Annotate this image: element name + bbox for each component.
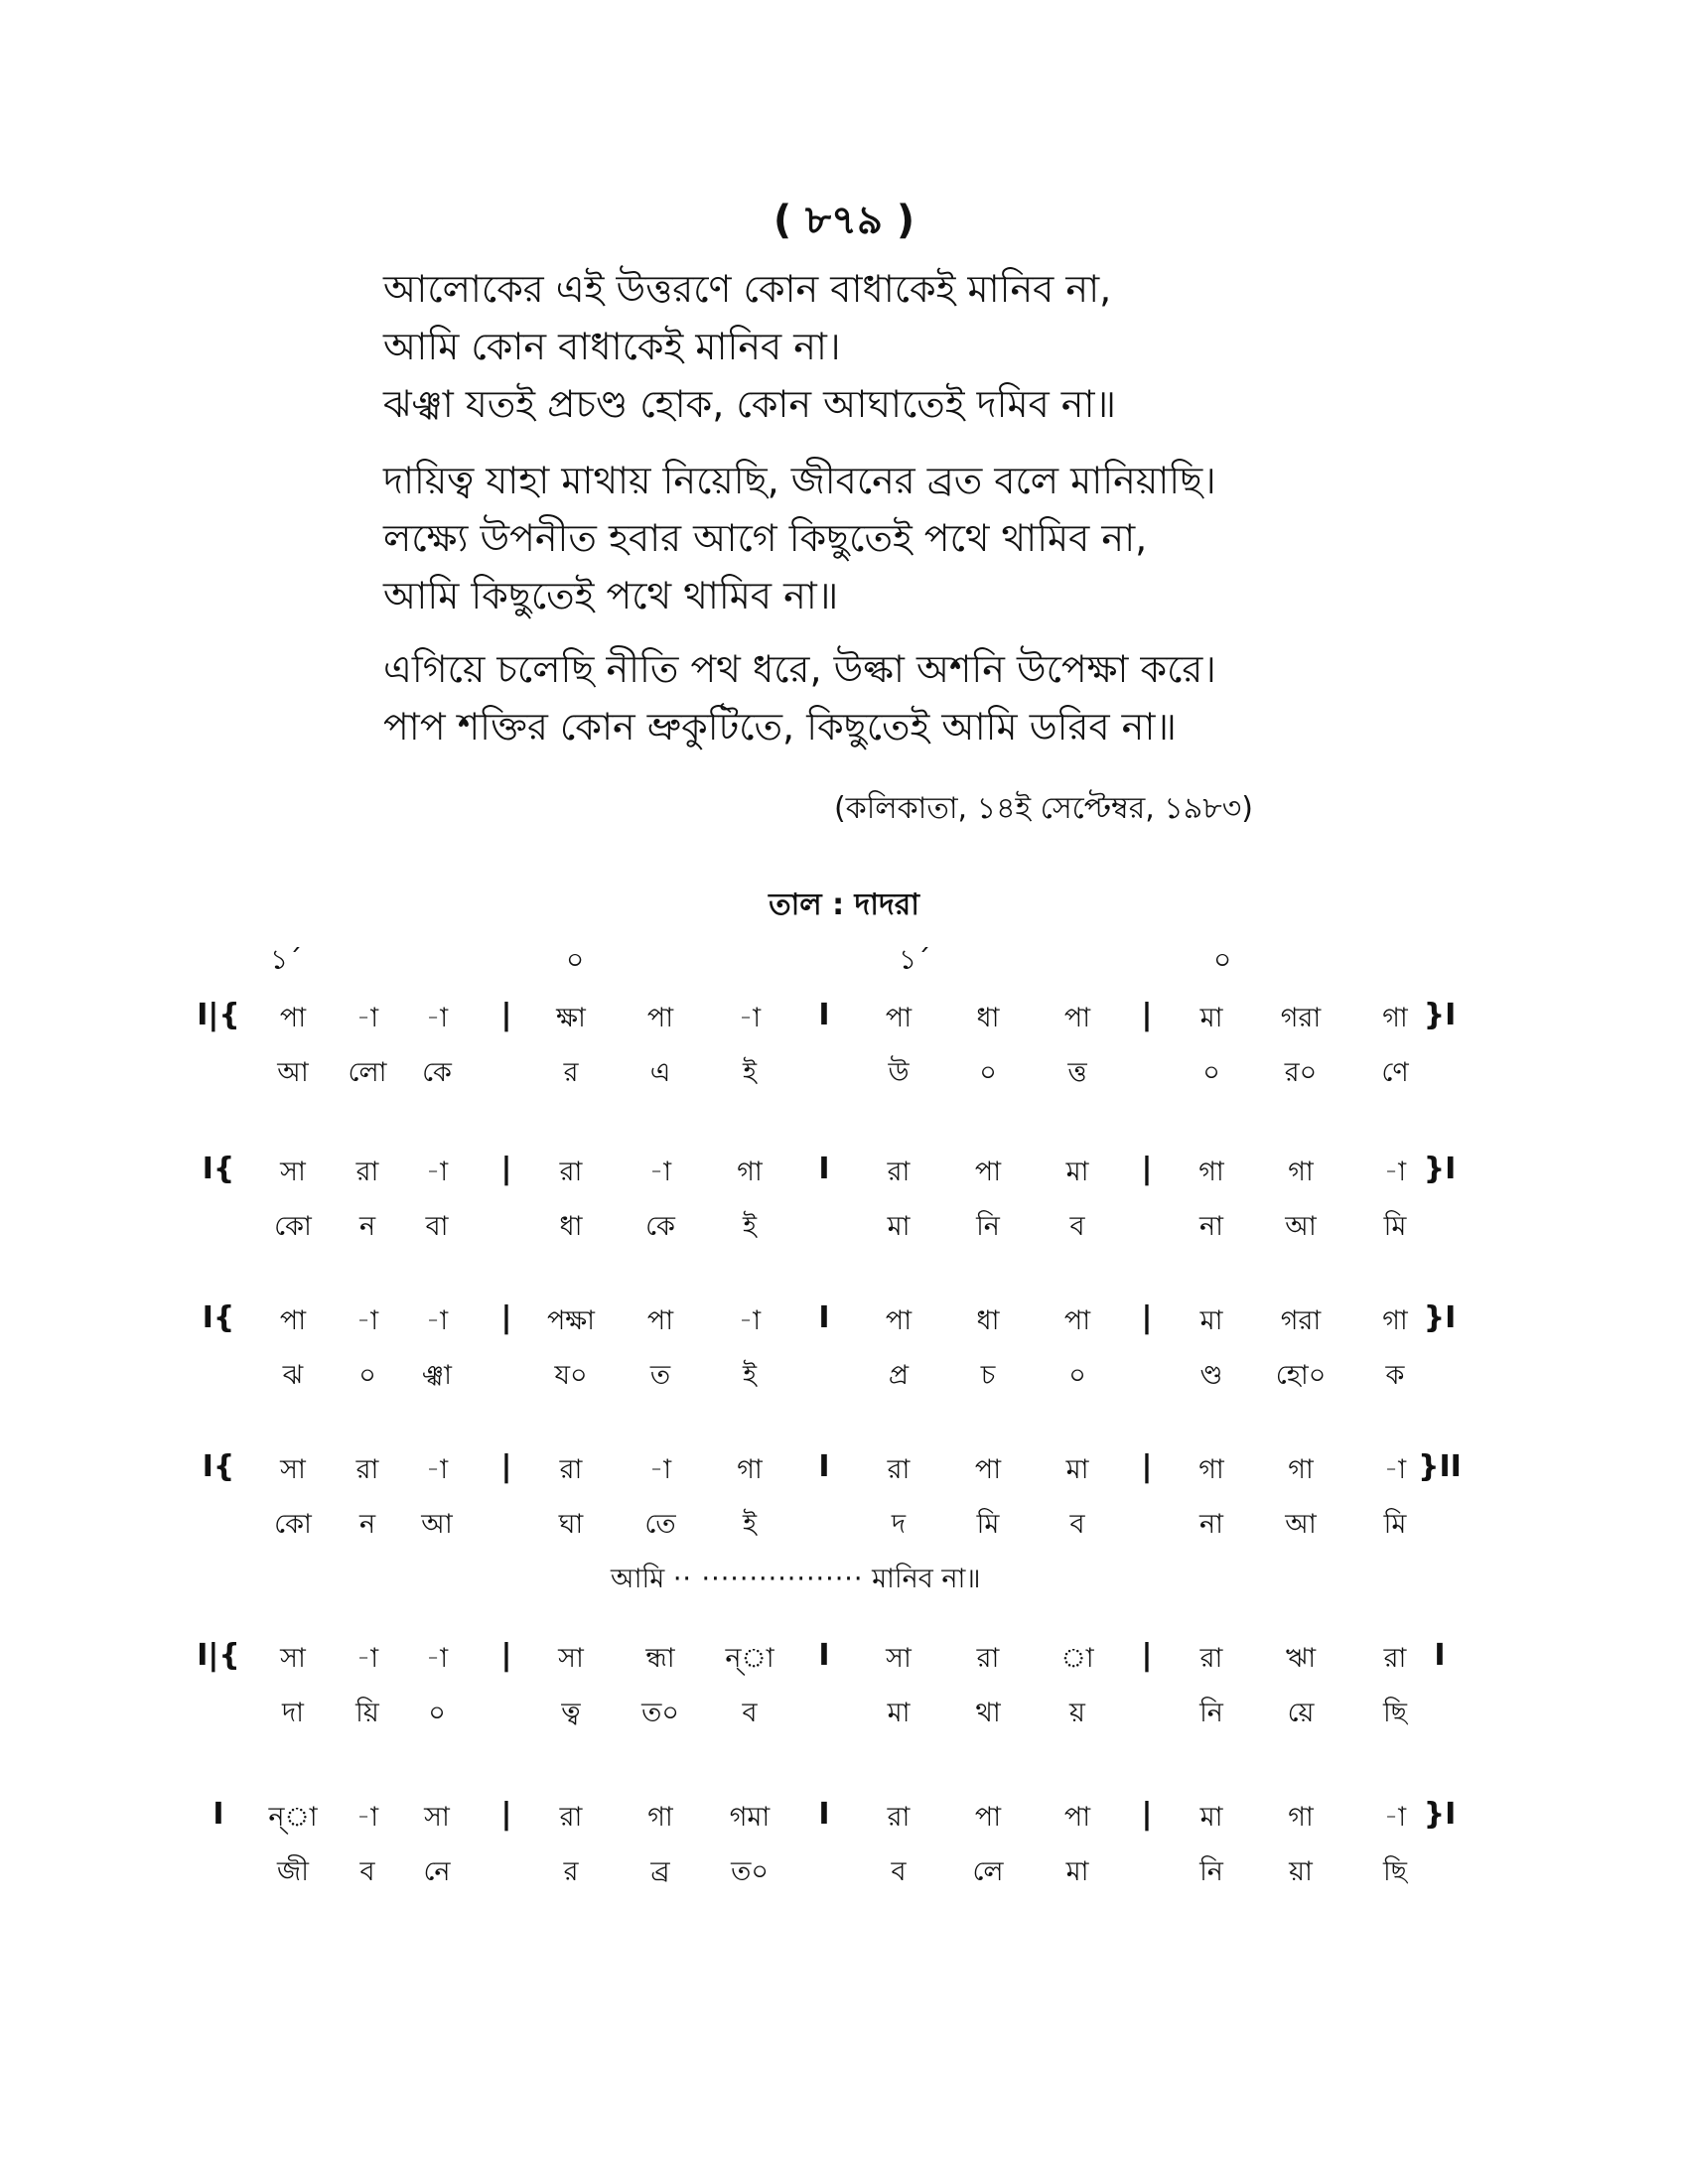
bar-end-marker: }I — [1423, 1152, 1457, 1186]
notation-lyric-row — [0, 1355, 1688, 1399]
refrain-end: মানিব না॥ — [872, 1564, 981, 1594]
bar-start-marker: I — [212, 1797, 224, 1832]
bar-end-marker: }I — [1423, 998, 1457, 1032]
bar-divider: I — [818, 1638, 830, 1673]
lyric-syllable: আ — [1285, 1211, 1317, 1242]
refrain-start: আমি — [611, 1564, 665, 1594]
lyric-line: আমি কিছুতেই পথে থামিব না॥ — [383, 574, 839, 617]
lyric-line: আমি কোন বাধাকেই মানিব না। — [383, 325, 841, 368]
bar-start-marker: I{ — [202, 1152, 235, 1186]
bar-end-marker: I — [1434, 1638, 1446, 1673]
lyric-syllable: নি — [1199, 1856, 1223, 1887]
swara-note: গা — [647, 1802, 673, 1833]
lyric-syllable: দা — [281, 1698, 304, 1728]
swara-note: -া — [425, 1454, 449, 1485]
lyric-syllable: য় — [1069, 1698, 1085, 1728]
swara-note: -া — [648, 1157, 672, 1187]
bar-divider: | — [1141, 998, 1153, 1032]
lyric-syllable: মা — [887, 1211, 911, 1242]
lyric-syllable: কো — [274, 1509, 312, 1540]
lyric-line: এগিয়ে চলেছি নীতি পথ ধরে, উল্কা অশনি উপেক্ষা করে। — [383, 647, 1216, 691]
lyric-syllable: ত০ — [641, 1698, 679, 1728]
swara-note: সা — [558, 1643, 584, 1674]
lyric-syllable: ঘা — [558, 1509, 584, 1540]
lyric-syllable: মা — [887, 1698, 911, 1728]
lyric-syllable: কো — [274, 1211, 312, 1242]
swara-note: গা — [737, 1157, 763, 1187]
lyric-syllable: ব — [359, 1856, 375, 1887]
bar-divider: I — [818, 1449, 830, 1484]
swara-note: ক্ষা — [556, 1003, 586, 1033]
swara-note: গা — [1288, 1454, 1314, 1485]
lyric-syllable: ণে — [1381, 1057, 1409, 1088]
swara-note: -া — [738, 1003, 762, 1033]
lyric-syllable: আ — [277, 1057, 309, 1088]
swara-note: ন্া — [268, 1802, 318, 1833]
swara-note: -া — [425, 1305, 449, 1336]
lyric-syllable: নি — [1199, 1698, 1223, 1728]
swara-note: -া — [355, 1305, 379, 1336]
lyric-syllable: ০ — [979, 1057, 997, 1088]
lyric-syllable: ই — [742, 1057, 758, 1088]
lyric-syllable: ন — [358, 1211, 376, 1242]
lyric-syllable: ০ — [358, 1360, 376, 1391]
lyric-syllable: উ — [888, 1057, 910, 1088]
lyric-syllable: মা — [1065, 1856, 1089, 1887]
lyric-syllable: ছি — [1382, 1698, 1408, 1728]
swara-note: -া — [1383, 1802, 1407, 1833]
swara-note: -া — [738, 1305, 762, 1336]
swara-note: গরা — [1280, 1305, 1322, 1336]
swara-note: মা — [1199, 1305, 1223, 1336]
swara-note: -া — [1383, 1157, 1407, 1187]
swara-note: পা — [646, 1305, 674, 1336]
bar-end-marker: }I — [1423, 1300, 1457, 1335]
lyric-line: দায়িত্ব যাহা মাথায় নিয়েছি, জীবনের ব্রত বলে মানিয়াছি। — [383, 459, 1216, 502]
bar-divider: I — [818, 1300, 830, 1335]
swara-note: ন্া — [725, 1643, 774, 1674]
lyric-syllable: র — [563, 1856, 579, 1887]
swara-note: গা — [1288, 1157, 1314, 1187]
refrain-dots: ·· ················· — [672, 1564, 864, 1594]
lyric-syllable: র — [563, 1057, 579, 1088]
swara-note: -া — [355, 1802, 379, 1833]
swara-note: রা — [1383, 1643, 1407, 1674]
swara-note: -া — [648, 1454, 672, 1485]
swara-note: সা — [280, 1643, 306, 1674]
lyric-syllable: আ — [421, 1509, 453, 1540]
lyric-syllable: না — [1199, 1509, 1223, 1540]
swara-note: রা — [559, 1454, 583, 1485]
lyric-syllable: ০ — [428, 1698, 446, 1728]
lyric-syllable: র০ — [1284, 1057, 1318, 1088]
lyric-syllable: বা — [425, 1211, 449, 1242]
lyric-syllable: তে — [644, 1509, 676, 1540]
swara-note: গা — [1288, 1802, 1314, 1833]
lyric-syllable: ব — [1069, 1211, 1085, 1242]
lyric-syllable: আ — [1285, 1509, 1317, 1540]
bar-divider: | — [500, 1449, 512, 1484]
swara-note: ধা — [976, 1003, 1000, 1033]
lyric-syllable: ই — [742, 1211, 758, 1242]
swara-note: রা — [355, 1157, 379, 1187]
bar-divider: | — [1141, 1797, 1153, 1832]
swara-note: পা — [646, 1003, 674, 1033]
bar-divider: I — [818, 1797, 830, 1832]
lyric-syllable: য়া — [1289, 1856, 1313, 1887]
swara-note: পা — [1063, 1305, 1091, 1336]
bar-end-marker: }I — [1423, 1797, 1457, 1832]
lyric-syllable: ব — [742, 1698, 758, 1728]
lyric-syllable: কে — [645, 1211, 675, 1242]
notation-swara-row — [0, 1638, 1688, 1682]
lyric-syllable: ঝ — [282, 1360, 304, 1391]
lyric-line: লক্ষ্যে উপনীত হবার আগে কিছুতেই পথে থামিব না, — [383, 516, 1148, 560]
beat-mark: ০ — [566, 943, 585, 976]
lyric-syllable: য়ে — [1287, 1698, 1315, 1728]
lyric-syllable: এ — [649, 1057, 671, 1088]
beat-marks — [0, 938, 1688, 978]
swara-note: গা — [737, 1454, 763, 1485]
notation-swara-row — [0, 998, 1688, 1041]
composition-date: (কলিকাতা, ১৪ই সেপ্টেম্বর, ১৯৮৩) — [834, 791, 1253, 826]
notation-swara-row — [0, 1300, 1688, 1344]
swara-note: -া — [425, 1643, 449, 1674]
swara-note: পক্ষা — [546, 1305, 596, 1336]
swara-note: -া — [355, 1003, 379, 1033]
swara-note: রা — [887, 1802, 911, 1833]
swara-note: গরা — [1280, 1003, 1322, 1033]
lyric-syllable: জী — [277, 1856, 309, 1887]
swara-note: পা — [974, 1454, 1002, 1485]
swara-note: ঋা — [1285, 1643, 1317, 1674]
lyric-syllable: কে — [422, 1057, 452, 1088]
lyric-syllable: ই — [742, 1360, 758, 1391]
swara-note: পা — [974, 1157, 1002, 1187]
lyrics-stanza-2 — [383, 452, 1376, 624]
swara-note: পা — [885, 1305, 913, 1336]
notation-swara-row — [0, 1449, 1688, 1493]
swara-note: মা — [1065, 1454, 1089, 1485]
beat-mark: ০ — [1213, 943, 1232, 976]
swara-note: রা — [976, 1643, 1000, 1674]
lyric-syllable: লো — [348, 1057, 387, 1088]
lyric-syllable: ব — [1069, 1509, 1085, 1540]
swara-note: গা — [1198, 1454, 1224, 1485]
swara-note: মা — [1065, 1157, 1089, 1187]
lyric-line: পাপ শক্তির কোন ভ্রুকুটিতে, কিছুতেই আমি ডরিব না॥ — [383, 705, 1177, 749]
swara-note: গা — [1382, 1003, 1408, 1033]
swara-note: রা — [355, 1454, 379, 1485]
notation-lyric-row — [0, 1052, 1688, 1096]
lyric-syllable: ণ্ড — [1199, 1360, 1223, 1391]
swara-note: রা — [559, 1157, 583, 1187]
bar-start-marker: I|{ — [197, 998, 240, 1032]
notation-lyric-row — [0, 1504, 1688, 1548]
bar-divider: | — [1141, 1449, 1153, 1484]
page-number: ( ৮৭৯ ) — [773, 198, 915, 243]
lyric-syllable: ০ — [1068, 1360, 1086, 1391]
notation-lyric-row — [0, 1851, 1688, 1895]
lyric-syllable: দ — [891, 1509, 907, 1540]
lyric-syllable: ব্র — [650, 1856, 670, 1887]
lyric-syllable: য০ — [554, 1360, 588, 1391]
tala-heading: তাল : দাদরা — [769, 887, 919, 922]
bar-divider: | — [500, 1797, 512, 1832]
swara-note: ধা — [976, 1305, 1000, 1336]
bar-divider: | — [1141, 1300, 1153, 1335]
swara-note: সা — [280, 1454, 306, 1485]
bar-divider: I — [818, 1152, 830, 1186]
lyric-syllable: ত্ব — [561, 1698, 581, 1728]
swara-note: গমা — [729, 1802, 771, 1833]
swara-note: সা — [886, 1643, 912, 1674]
bar-divider: | — [500, 1300, 512, 1335]
lyric-syllable: ত০ — [731, 1856, 769, 1887]
lyric-syllable: ০ — [1202, 1057, 1220, 1088]
swara-note: া — [1060, 1643, 1094, 1674]
lyric-syllable: ক — [1385, 1360, 1405, 1391]
beat-mark: ১´ — [899, 943, 931, 976]
lyric-syllable: ঞ্ঝা — [422, 1360, 452, 1391]
swara-note: গা — [1382, 1305, 1408, 1336]
swara-note: সা — [424, 1802, 450, 1833]
swara-note: পা — [279, 1003, 307, 1033]
notation-swara-row — [0, 1797, 1688, 1841]
swara-note: -া — [425, 1157, 449, 1187]
bar-start-marker: I|{ — [197, 1638, 240, 1673]
swara-note: -া — [425, 1003, 449, 1033]
swara-note: রা — [887, 1454, 911, 1485]
swara-note: পা — [1063, 1802, 1091, 1833]
swara-note: মা — [1199, 1003, 1223, 1033]
bar-divider: I — [818, 998, 830, 1032]
lyric-line: আলোকের এই উত্তরণে কোন বাধাকেই মানিব না, — [383, 267, 1112, 311]
lyric-syllable: লে — [972, 1856, 1004, 1887]
lyric-syllable: নি — [976, 1211, 1000, 1242]
lyric-syllable: ন — [358, 1509, 376, 1540]
swara-note: পা — [885, 1003, 913, 1033]
bar-end-marker: }II — [1418, 1449, 1462, 1484]
lyrics-stanza-3 — [383, 640, 1376, 755]
swara-note: রা — [1199, 1643, 1223, 1674]
bar-divider: | — [500, 1152, 512, 1186]
refrain-note — [611, 1559, 981, 1603]
lyric-syllable: মি — [1383, 1211, 1407, 1242]
lyrics-stanza-1 — [383, 260, 1376, 433]
lyric-syllable: নে — [423, 1856, 451, 1887]
bar-start-marker: I{ — [202, 1300, 235, 1335]
bar-start-marker: I{ — [202, 1449, 235, 1484]
lyric-syllable: না — [1199, 1211, 1223, 1242]
lyric-syllable: ছি — [1382, 1856, 1408, 1887]
lyric-syllable: ত্ত — [1067, 1057, 1087, 1088]
lyric-syllable: ত — [649, 1360, 671, 1391]
lyric-syllable: য়ি — [355, 1698, 379, 1728]
swara-note: সা — [280, 1157, 306, 1187]
lyric-syllable: মি — [976, 1509, 1000, 1540]
swara-note: পা — [1063, 1003, 1091, 1033]
lyric-syllable: ব — [891, 1856, 907, 1887]
swara-note: ন্ধা — [645, 1643, 675, 1674]
bar-divider: | — [1141, 1152, 1153, 1186]
lyric-syllable: প্র — [888, 1360, 910, 1391]
lyric-syllable: ই — [742, 1509, 758, 1540]
swara-note: রা — [887, 1157, 911, 1187]
swara-note: গা — [1198, 1157, 1224, 1187]
lyric-syllable: হো০ — [1275, 1360, 1327, 1391]
lyric-syllable: থা — [975, 1698, 1001, 1728]
lyric-syllable: ধা — [559, 1211, 583, 1242]
swara-note: মা — [1199, 1802, 1223, 1833]
swara-note: -া — [1383, 1454, 1407, 1485]
notation-swara-row — [0, 1152, 1688, 1195]
bar-divider: | — [1141, 1638, 1153, 1673]
bar-divider: | — [500, 1638, 512, 1673]
lyric-syllable: চ — [980, 1360, 996, 1391]
lyric-syllable: মি — [1383, 1509, 1407, 1540]
beat-mark: ১´ — [270, 943, 303, 976]
swara-note: পা — [279, 1305, 307, 1336]
swara-note: রা — [559, 1802, 583, 1833]
swara-note: -া — [355, 1643, 379, 1674]
lyric-line: ঝঞ্ঝা যতই প্রচণ্ড হোক, কোন আঘাতেই দমিব না॥ — [383, 382, 1116, 426]
notation-lyric-row — [0, 1693, 1688, 1736]
bar-divider: | — [500, 998, 512, 1032]
swara-note: পা — [974, 1802, 1002, 1833]
notation-lyric-row — [0, 1206, 1688, 1250]
